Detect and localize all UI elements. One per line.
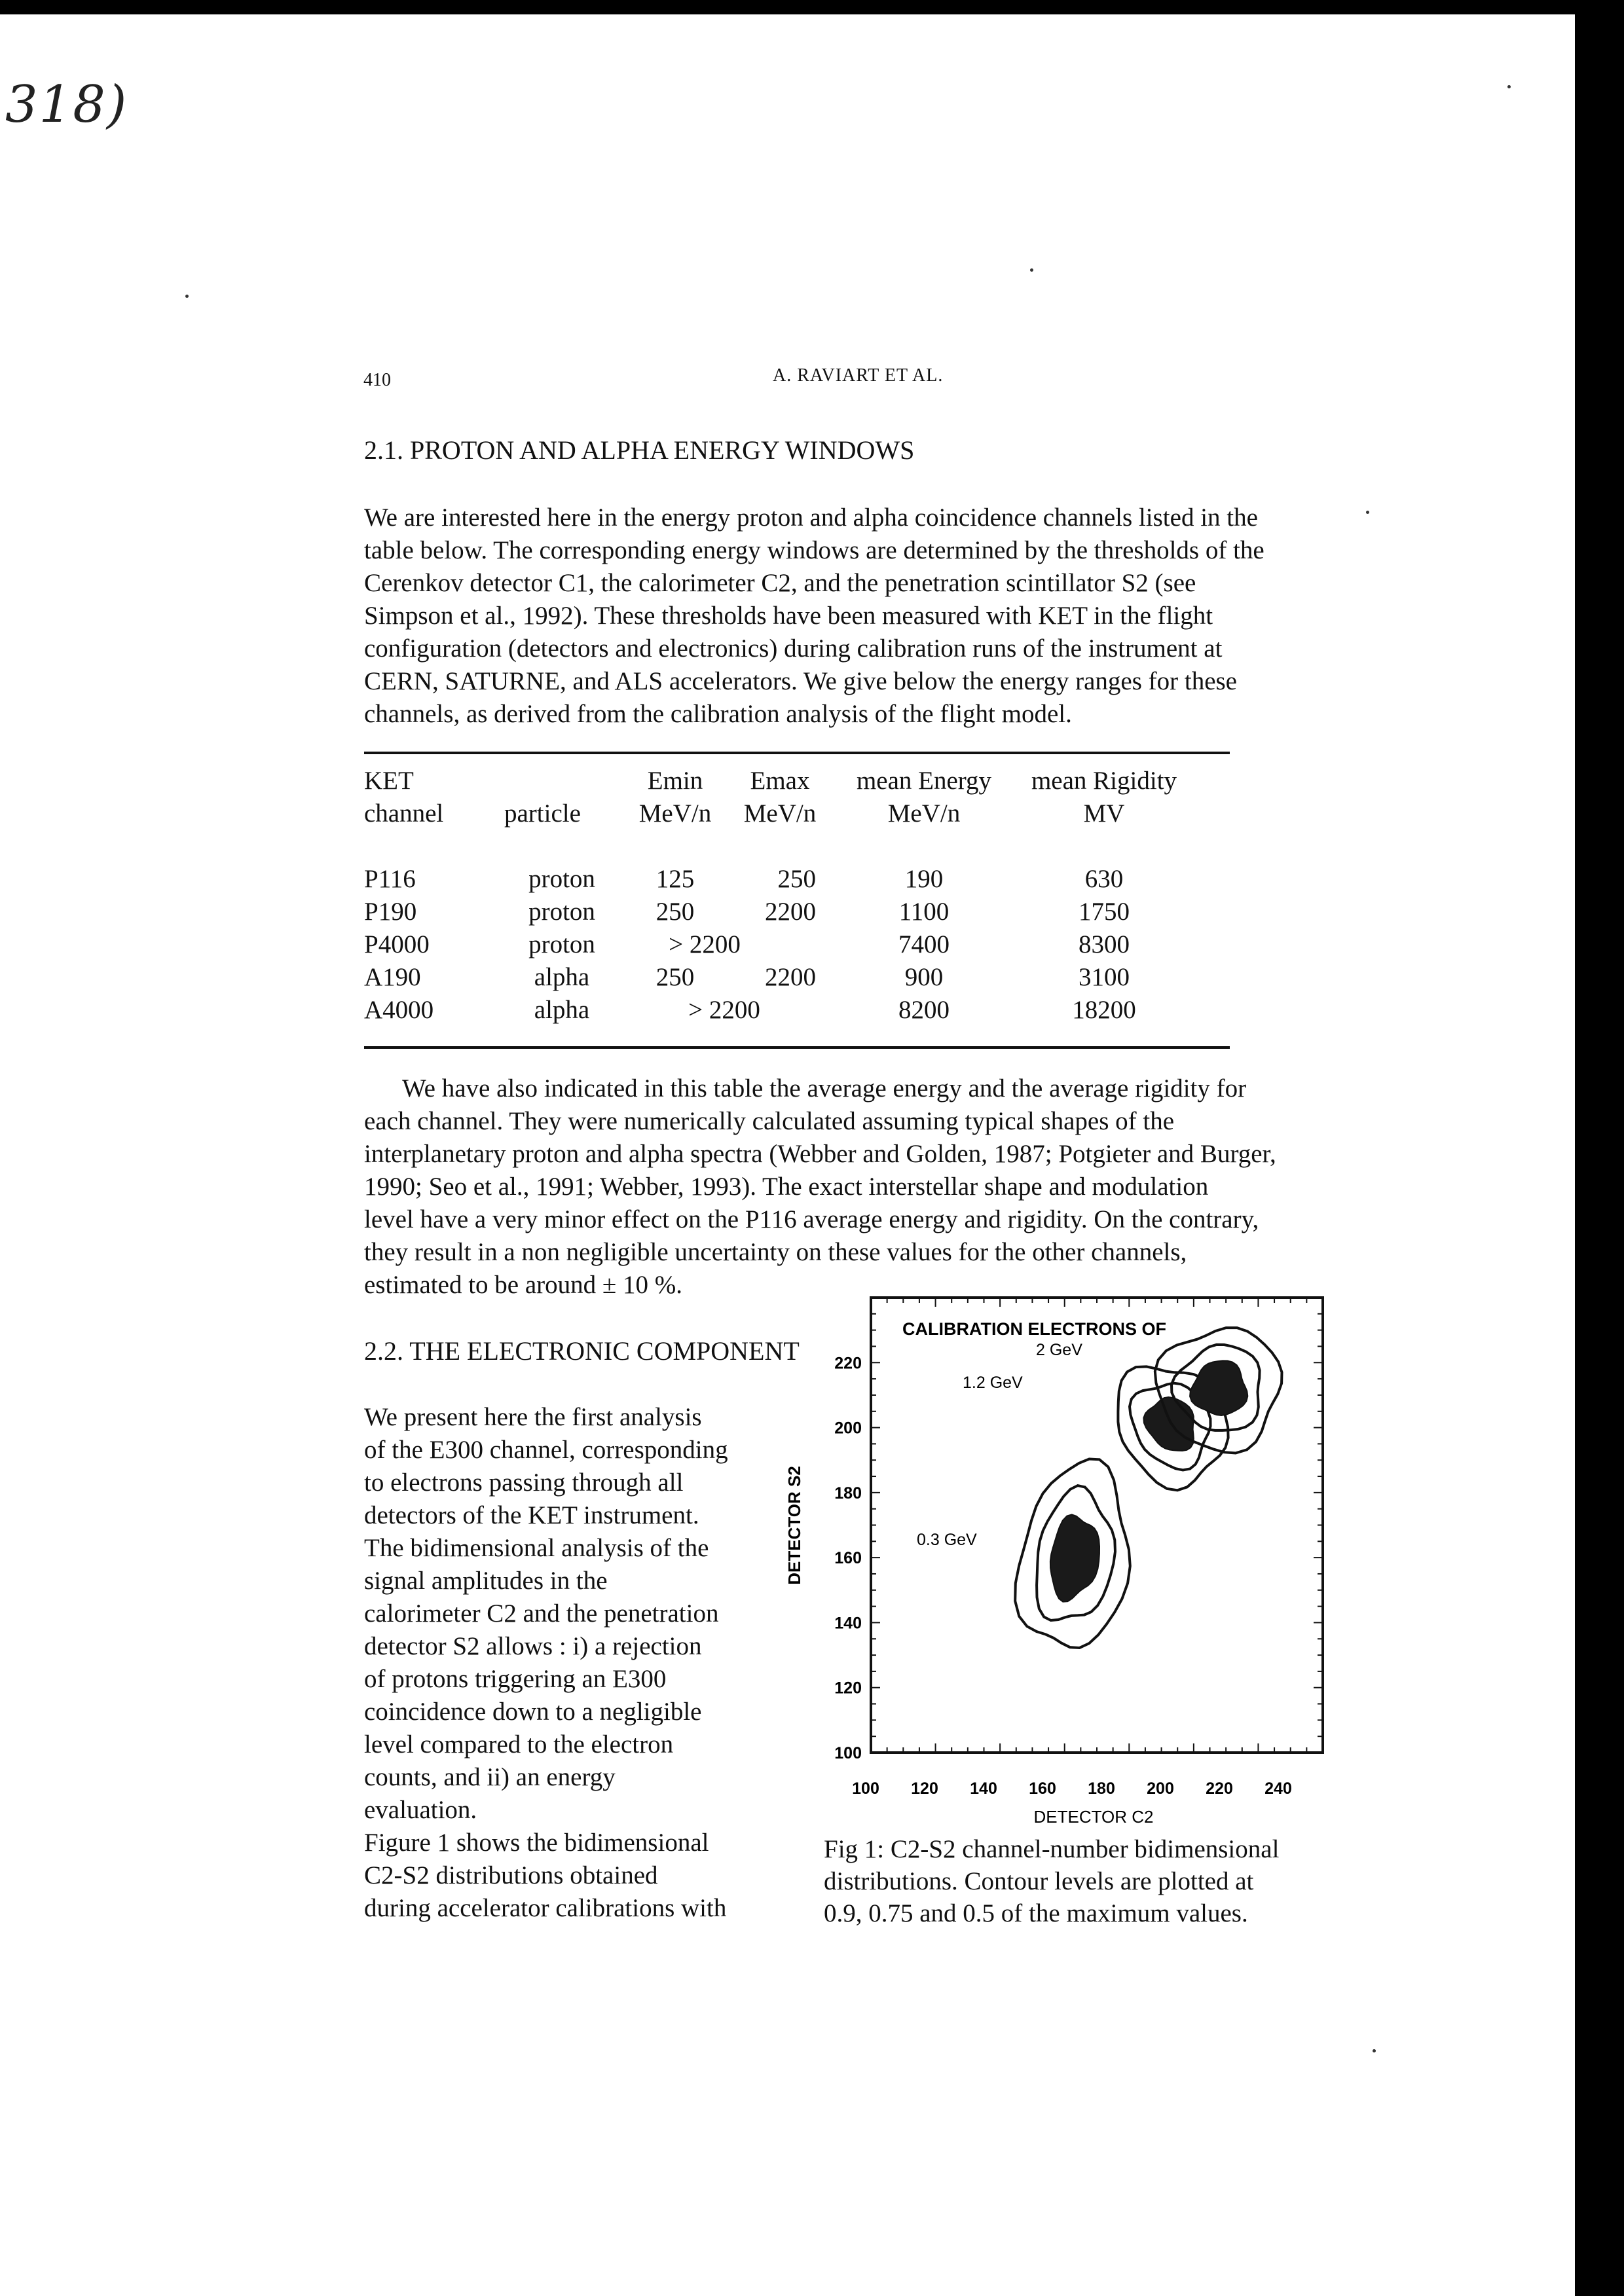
paragraph-line: detector S2 allows : i) a rejection <box>364 1632 702 1660</box>
y-tick-label: 100 <box>834 1744 862 1762</box>
handwritten-page-number: 318) <box>5 75 128 134</box>
paragraph-line: each channel. They were numerically calculated assuming typical shapes of the <box>364 1107 1175 1135</box>
paragraph-line: CERN, SATURNE, and ALS accelerators. We give below the energy ranges for these <box>364 667 1237 695</box>
paragraph-line: table below. The corresponding energy windows are determined by the thresholds of the <box>364 536 1264 564</box>
y-tick-label: 140 <box>834 1614 862 1633</box>
table-cell: 2200 <box>765 963 816 991</box>
y-tick-label: 220 <box>834 1354 862 1373</box>
contour-line <box>1143 1397 1193 1451</box>
paragraph-line: of the E300 channel, corresponding <box>364 1436 728 1464</box>
table-cell: proton <box>528 930 595 958</box>
paragraph-line: C2-S2 distributions obtained <box>364 1861 658 1889</box>
y-tick-labels <box>834 1354 862 1762</box>
paragraph-line: signal amplitudes in the <box>364 1567 608 1595</box>
table-cell: 1100 <box>898 898 950 926</box>
table-cell: P116 <box>364 865 416 893</box>
figure-caption <box>824 1833 1321 1929</box>
table-cell: 2200 <box>765 898 816 926</box>
paragraph-line: Figure 1 shows the bidimensional <box>364 1829 709 1857</box>
paragraph-1 <box>364 501 1332 731</box>
running-head: A. RAVIART ET AL. <box>773 365 944 386</box>
table-row <box>364 896 1189 928</box>
ket-channel-table <box>364 765 1189 1027</box>
paragraph-line: level have a very minor effect on the P116 average energy and rigidity. On the contrary, <box>364 1205 1259 1233</box>
contour-line <box>1050 1514 1099 1601</box>
paragraph-line: We have also indicated in this table the average energy and the average rigidity for <box>402 1074 1247 1102</box>
section-title-2: 2.2. THE ELECTRONIC COMPONENT <box>364 1336 800 1366</box>
table-cell: alpha <box>534 996 590 1024</box>
table-row <box>364 994 1189 1027</box>
table-header-cell: Emax <box>750 767 810 795</box>
paragraph-line: calorimeter C2 and the penetration <box>364 1599 719 1628</box>
paragraph-line: 1990; Seo et al., 1991; Webber, 1993). The exact interstellar shape and modulation <box>364 1173 1209 1201</box>
table-header-cell <box>504 765 619 797</box>
table-bottom-rule <box>364 1046 1230 1049</box>
table-cell: alpha <box>534 963 590 991</box>
table-row <box>364 961 1189 994</box>
caption-line: 0.9, 0.75 and 0.5 of the maximum values. <box>824 1899 1248 1927</box>
table-header-cell: MeV/n <box>887 799 961 828</box>
table-cell: P190 <box>364 898 417 926</box>
paragraph-line: Simpson et al., 1992). These thresholds have been measured with KET in the flight <box>364 602 1213 630</box>
table-cell: 250 <box>655 898 695 926</box>
paragraph-line: channels, as derived from the calibration analysis of the flight model. <box>364 700 1072 728</box>
scan-speck <box>185 295 189 298</box>
table-header-cell: channel <box>364 799 444 828</box>
series-label: 0.3 GeV <box>917 1531 977 1549</box>
table-cell: > 2200 <box>669 930 741 958</box>
table-cell: 250 <box>655 963 695 991</box>
caption-line: distributions. Contour levels are plotted at <box>824 1867 1254 1895</box>
series-label: 2 GeV <box>1036 1341 1082 1359</box>
table-cell: proton <box>528 865 595 893</box>
table-cell: 190 <box>904 865 944 893</box>
scan-speck <box>1373 2049 1376 2052</box>
table-cell: A4000 <box>364 996 434 1024</box>
series-labels <box>917 1341 1082 1549</box>
x-tick-label: 240 <box>1264 1779 1292 1798</box>
table-cell: A190 <box>364 963 421 991</box>
section-title-1: 2.1. PROTON AND ALPHA ENERGY WINDOWS <box>364 435 915 465</box>
table-cell: 8200 <box>898 996 950 1024</box>
chart-title: CALIBRATION ELECTRONS OF <box>902 1319 1166 1339</box>
x-axis-label: DETECTOR C2 <box>1033 1807 1154 1827</box>
table-header-cell: MeV/n <box>638 799 712 828</box>
paragraph-line: of protons triggering an E300 <box>364 1665 667 1693</box>
paragraph-3 <box>364 1401 752 1925</box>
table-header-cell: MV <box>1083 799 1125 828</box>
contour-line <box>1190 1360 1247 1415</box>
table-row <box>364 928 1189 961</box>
table-cell: P4000 <box>364 930 430 958</box>
table-header-cell: particle <box>504 799 581 828</box>
table-spacer-row <box>364 830 1189 863</box>
table-header-cell: KET <box>364 767 414 795</box>
table-cell: 1750 <box>1079 898 1130 926</box>
x-tick-label: 120 <box>911 1779 938 1798</box>
scan-speck <box>1507 85 1511 88</box>
paragraph-line: evaluation. <box>364 1796 477 1824</box>
x-tick-label: 180 <box>1088 1779 1115 1798</box>
table-header-row <box>364 765 1189 797</box>
plot-frame <box>871 1298 1323 1753</box>
table-row <box>364 863 1189 896</box>
x-tick-label: 160 <box>1029 1779 1056 1798</box>
table-cell: 250 <box>777 865 816 893</box>
paragraph-line: configuration (detectors and electronics) during calibration runs of the instrument at <box>364 634 1223 663</box>
scan-speck <box>1366 511 1369 514</box>
table-cell: > 2200 <box>688 996 760 1024</box>
paragraph-line: they result in a non negligible uncertainty on these values for the other channels, <box>364 1238 1187 1266</box>
table-cell: 8300 <box>1079 930 1130 958</box>
series-label: 1.2 GeV <box>963 1374 1023 1392</box>
paragraph-line: We present here the first analysis <box>364 1403 702 1431</box>
scan-border <box>1575 0 1624 2296</box>
table-header-cell: mean Rigidity <box>1031 767 1177 795</box>
scan-speck <box>1030 268 1033 272</box>
contour-group <box>1015 1328 1282 1648</box>
y-tick-label: 180 <box>834 1484 862 1503</box>
paragraph-line: Cerenkov detector C1, the calorimeter C2, and the penetration scintillator S2 (see <box>364 569 1196 597</box>
table-header-cell: Emin <box>647 767 703 795</box>
y-tick-label: 160 <box>834 1549 862 1568</box>
y-tick-label: 200 <box>834 1419 862 1438</box>
paragraph-2 <box>364 1072 1332 1302</box>
table-cell: 18200 <box>1072 996 1136 1024</box>
x-tick-labels <box>852 1779 1292 1798</box>
axis-ticks <box>871 1298 1323 1753</box>
table-header-row <box>364 797 1189 830</box>
paragraph-line: interplanetary proton and alpha spectra (Webber and Golden, 1987; Potgieter and Burger, <box>364 1140 1276 1168</box>
x-tick-label: 200 <box>1147 1779 1174 1798</box>
figure-contour-plot <box>766 1283 1329 1827</box>
table-top-rule <box>364 752 1230 754</box>
x-tick-label: 220 <box>1206 1779 1233 1798</box>
page-number: 410 <box>363 370 391 390</box>
table-cell: 630 <box>1084 865 1124 893</box>
paragraph-line: coincidence down to a negligible <box>364 1698 702 1726</box>
paragraph-line: The bidimensional analysis of the <box>364 1534 709 1562</box>
paragraph-line: detectors of the KET instrument. <box>364 1501 699 1529</box>
paragraph-line: estimated to be around ± 10 %. <box>364 1271 683 1299</box>
y-axis-label: DETECTOR S2 <box>784 1466 804 1585</box>
table-cell: 900 <box>904 963 944 991</box>
y-tick-label: 120 <box>834 1679 862 1698</box>
paragraph-line: to electrons passing through all <box>364 1468 684 1497</box>
table-cell: proton <box>528 898 595 926</box>
paragraph-line: level compared to the electron <box>364 1730 674 1758</box>
table-cell: 3100 <box>1079 963 1130 991</box>
table-cell: 125 <box>655 865 695 893</box>
paragraph-line: We are interested here in the energy proton and alpha coincidence channels listed in the <box>364 503 1258 532</box>
x-tick-label: 100 <box>852 1779 879 1798</box>
paragraph-line: counts, and ii) an energy <box>364 1763 616 1791</box>
table-header-cell: mean Energy <box>856 767 992 795</box>
paragraph-line: during accelerator calibrations with <box>364 1894 727 1922</box>
caption-line: Fig 1: C2-S2 channel-number bidimensional <box>824 1835 1280 1863</box>
table-header-cell: MeV/n <box>743 799 817 828</box>
x-tick-label: 140 <box>970 1779 997 1798</box>
table-cell: 7400 <box>898 930 950 958</box>
